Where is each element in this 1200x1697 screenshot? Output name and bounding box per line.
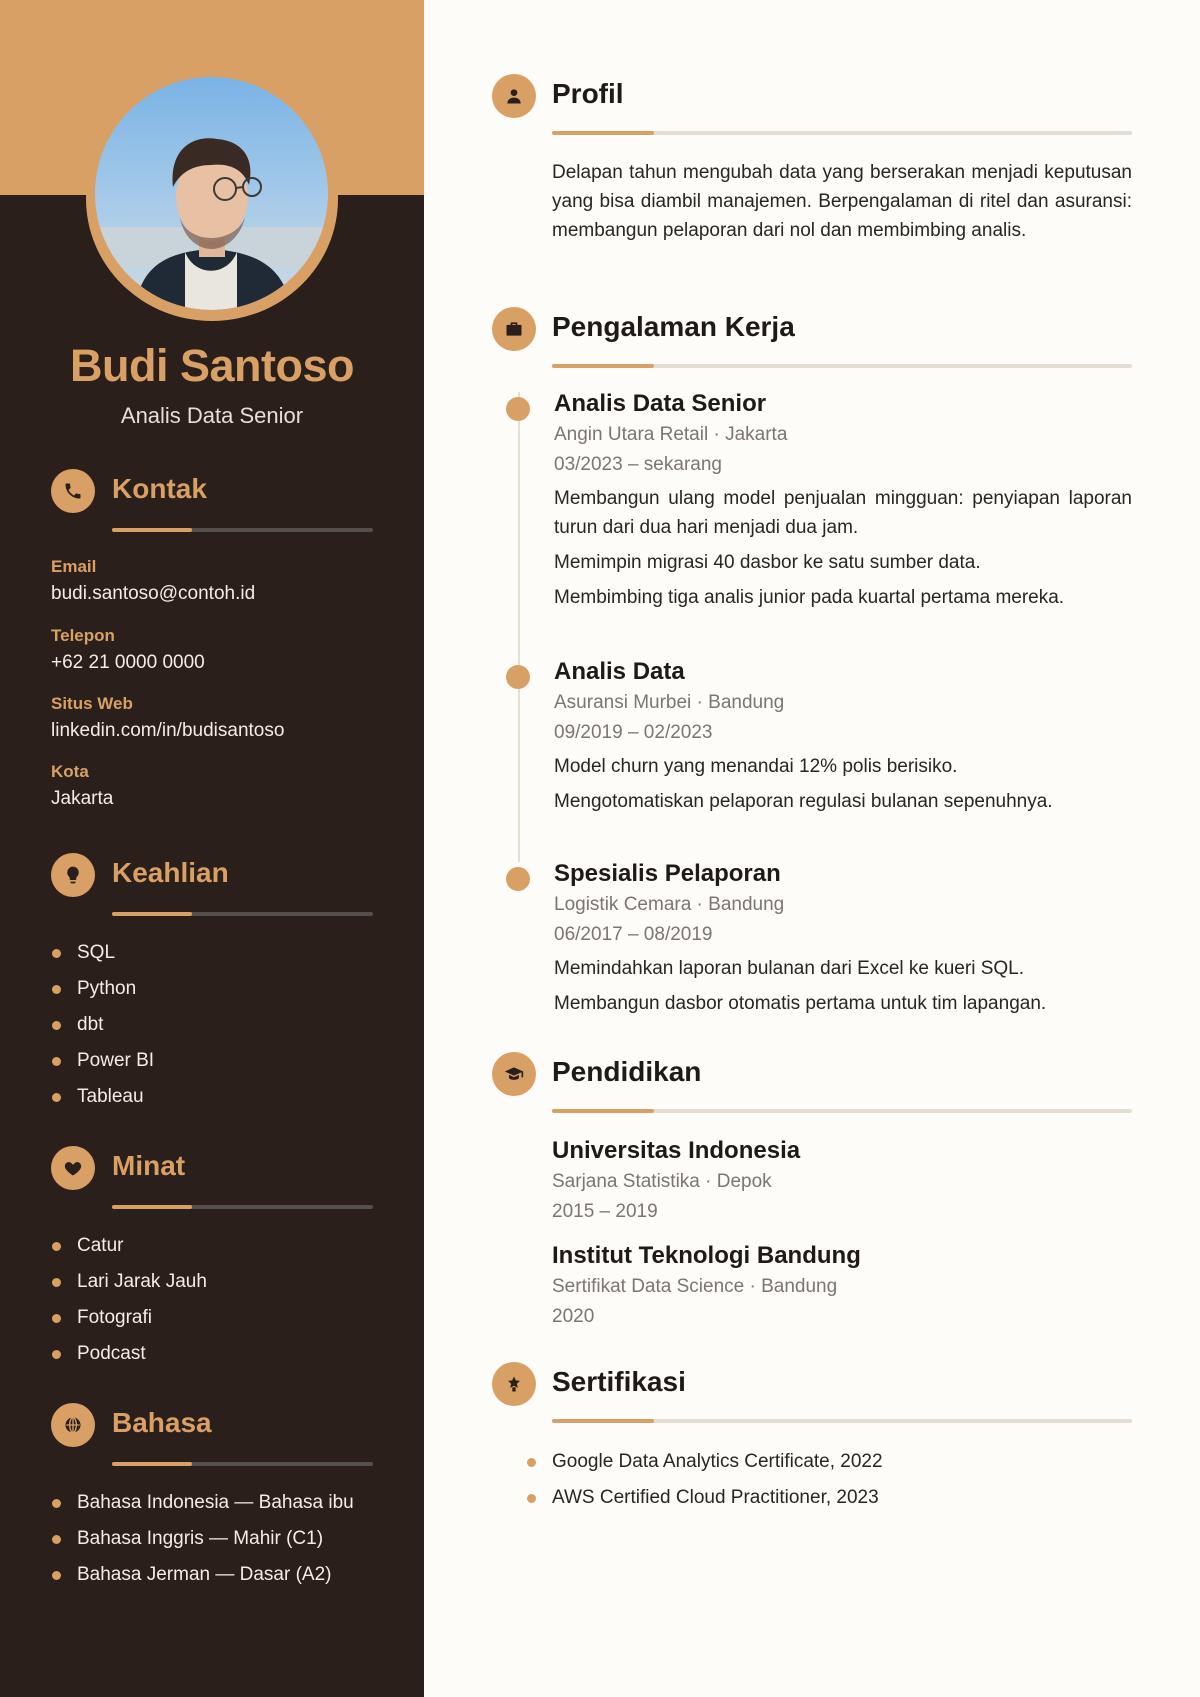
job-company: Angin Utara Retail · Jakarta [554,424,788,445]
globe-icon [51,1403,95,1447]
certifications-divider [552,1419,1132,1423]
list-item: Python [51,977,154,1013]
education-header [492,1052,1132,1098]
education-entry [552,1137,1132,1223]
interests-divider [112,1205,373,1209]
languages-list [51,1491,391,1599]
certifications-list [526,1450,1126,1522]
languages-title: Bahasa [112,1407,212,1438]
certifications-header [492,1362,1132,1408]
languages-section [51,1403,373,1585]
list-item: Bahasa Indonesia — Bahasa ibu [51,1491,391,1527]
education-entry [552,1242,1132,1328]
skills-section [51,853,373,1107]
job-bullet: Membimbing tiga analis junior pada kuartal pertama mereka. [554,587,1065,608]
job-bullet: Mengotomatiskan pelaporan regulasi bulanan sepenuhnya. [554,791,1053,812]
skills-divider [112,912,373,916]
list-item: Google Data Analytics Certificate, 2022 [526,1450,1126,1486]
list-item: SQL [51,941,154,977]
briefcase-icon [492,307,536,351]
school-name: Institut Teknologi Bandung [552,1242,861,1269]
list-item: Bahasa Inggris — Mahir (C1) [51,1527,391,1563]
experience-header [492,307,1132,353]
contact-email-label: Email [51,557,97,576]
job-title: Analis Data [554,658,685,685]
school-detail: Sertifikat Data Science · Bandung [552,1276,838,1297]
list-item: dbt [51,1013,154,1049]
job-company: Logistik Cemara · Bandung [554,894,785,915]
list-item: Lari Jarak Jauh [51,1270,207,1306]
person-role: Analis Data Senior [120,403,304,428]
profile-title: Profil [552,78,624,109]
skills-list [51,941,154,1121]
school-years: 2015 – 2019 [552,1201,658,1222]
profile-text: Delapan tahun mengubah data yang berserakan menjadi keputusan yang bisa diambil manajemen. Berpengalaman di ritel dan asuransi: membangun pelaporan dari nol dan membimbing analis. [552,162,1132,241]
list-item: Fotografi [51,1306,207,1342]
interests-section [51,1146,373,1364]
contact-website[interactable]: linkedin.com/in/budisantoso [51,720,285,741]
job-entry [554,860,1132,1018]
education-title: Pendidikan [552,1056,702,1087]
job-entry [554,658,1132,816]
graduation-cap-icon [492,1052,536,1096]
skills-title: Keahlian [112,857,229,888]
contact-phone-label: Telepon [51,626,115,645]
languages-divider [112,1462,373,1466]
list-item: Power BI [51,1049,154,1085]
timeline-dot [506,397,530,421]
user-icon [492,74,536,118]
sidebar [0,0,424,1697]
list-item: Podcast [51,1342,207,1378]
interests-title: Minat [112,1150,186,1181]
contact-divider [112,528,373,532]
list-item: AWS Certified Cloud Practitioner, 2023 [526,1486,1126,1522]
school-name: Universitas Indonesia [552,1137,801,1164]
certifications-title: Sertifikasi [552,1366,686,1397]
contact-city-label: Kota [51,762,89,781]
list-item: Catur [51,1234,207,1270]
experience-title: Pengalaman Kerja [552,311,795,342]
award-icon [492,1362,536,1406]
contact-phone[interactable]: +62 21 0000 0000 [51,652,205,673]
contact-email[interactable]: budi.santoso@contoh.id [51,583,256,604]
contact-title: Kontak [112,473,207,504]
profile-photo [95,77,328,310]
job-title: Analis Data Senior [554,390,767,417]
phone-icon [51,469,95,513]
person-name: Budi Santoso [70,340,354,391]
interests-list [51,1234,207,1378]
job-bullet: Membangun ulang model penjualan mingguan: penyiapan laporan turun dari dua hari menjadi dua jam. [554,488,1132,538]
job-title: Spesialis Pelaporan [554,860,781,887]
heart-icon [51,1146,95,1190]
job-bullet: Membangun dasbor otomatis pertama untuk tim lapangan. [554,993,1047,1014]
contact-website-label: Situs Web [51,694,133,713]
lightbulb-icon [51,853,95,897]
job-company: Asuransi Murbei · Bandung [554,692,785,713]
job-bullet: Model churn yang menandai 12% polis berisiko. [554,756,958,777]
contact-city: Jakarta [51,788,114,809]
job-dates: 06/2017 – 08/2019 [554,924,713,945]
education-divider [552,1109,1132,1113]
school-years: 2020 [552,1306,595,1327]
school-detail: Sarjana Statistika · Depok [552,1171,772,1192]
profile-header [492,74,1132,120]
contact-section [51,469,373,809]
timeline-dot [506,665,530,689]
job-dates: 03/2023 – sekarang [554,454,722,475]
job-entry [554,390,1132,612]
job-bullet: Memimpin migrasi 40 dasbor ke satu sumber data. [554,552,981,573]
list-item: Tableau [51,1085,154,1121]
list-item: Bahasa Jerman — Dasar (A2) [51,1563,391,1599]
timeline-dot [506,867,530,891]
experience-divider [552,364,1132,368]
job-bullet: Memindahkan laporan bulanan dari Excel ke kueri SQL. [554,958,1024,979]
timeline-line [518,392,520,862]
profile-divider [552,131,1132,135]
main-content [424,0,1200,1697]
job-dates: 09/2019 – 02/2023 [554,722,713,743]
